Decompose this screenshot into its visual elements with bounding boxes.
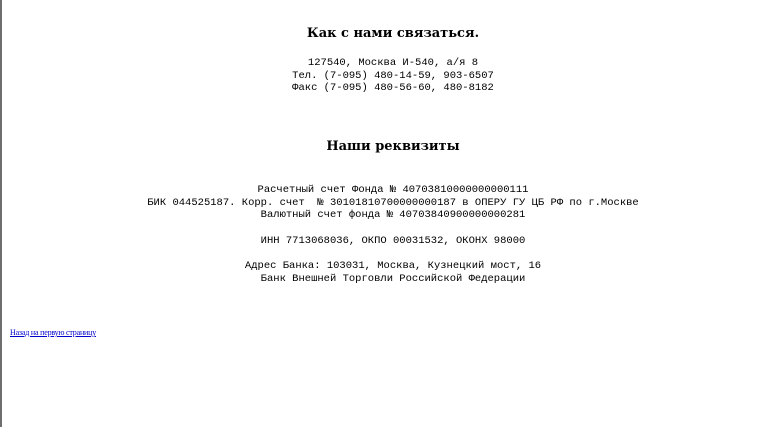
contact-address: 127540, Москва И-540, а/я 8: [307, 57, 479, 69]
account-number: Расчетный счет Фонда № 40703810000000000111: [257, 184, 529, 196]
contact-section: [2, 26, 782, 42]
requisites-section: [2, 139, 782, 155]
contact-fax: Факс (7-095) 480-56-60, 480-8182: [292, 82, 494, 94]
back-to-home-link[interactable]: Назад на первую страницу: [10, 328, 96, 337]
contact-details: [2, 57, 782, 95]
requisites-codes: [2, 235, 782, 248]
inn-okpo-okonh: ИНН 7713068036, ОКПО 00031532, ОКОНХ 98000: [260, 235, 526, 247]
bik-corr-account: БИК 044525187. Корр. счет № 30101810700000000187 в ОПЕРУ ГУ ЦБ РФ по г.Москве: [147, 196, 639, 209]
bank-name: Банк Внешней Торговли Российской Федерации: [260, 272, 526, 285]
requisites-title: Наши реквизиты: [326, 139, 460, 154]
contact-title: Как с нами связаться.: [306, 26, 480, 41]
bank-address: Адрес Банка: 103031, Москва, Кузнецкий мост, 16: [244, 260, 542, 272]
bank-info: [2, 260, 782, 285]
requisites-accounts: [2, 184, 782, 222]
currency-account: Валютный счет фонда № 40703840900000000281: [260, 209, 526, 221]
contact-phone: Тел. (7-095) 480-14-59, 903-6507: [292, 69, 494, 82]
